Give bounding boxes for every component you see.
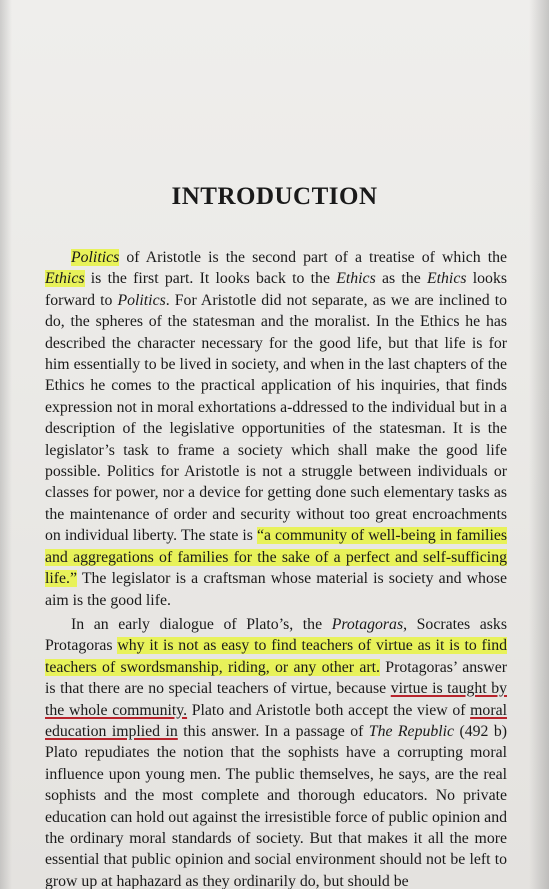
paragraph-1 (45, 247, 507, 611)
text-run: , Socrates asks Protagoras (45, 615, 507, 655)
republic-title: The Republic (368, 722, 455, 740)
text-run: The legislator is a craftsman whose material is society and whose aim is the good life. (45, 570, 507, 609)
highlighted-ethics: Ethics (45, 270, 85, 288)
text-run: looks forward to (45, 270, 507, 309)
ethics-title: Ethics (427, 270, 467, 288)
highlighted-politics: Politics (71, 249, 120, 266)
ethics-title: Ethics (336, 270, 376, 288)
text-run: . For Aristotle did not separate, as we are inclined to do, the spheres of the statesman and the moralist. In the Ethics he has described the character necessary for the good life, but that life is for him essentially to be lived in society, and when in the last chapters of the Ethics he comes to the practical application of his inquiries, that finds expression not in moral exhortations a-ddressed to the individual but in a description of the legislative opportunities of the statesman. It is the legislator’s task to frame a society which shall make the good life possible. Politics for Aristotle is not a struggle between individuals or classes for power, nor a device for getting done such elementary tasks as the maintenance of order and security without too great encroachments on individual liberty. The state is (45, 291, 507, 545)
text-run: Protagoras’ answer is that there are no special teachers of virtue, because (45, 658, 507, 698)
text-run: this answer. In a passage of (177, 722, 369, 740)
text-run: In an early dialogue of Plato’s, the (71, 615, 332, 633)
protagoras-title: Protagoras (331, 615, 404, 633)
paragraph-2 (45, 614, 507, 889)
text-run: Plato and Aristotle both accept the view of (187, 701, 471, 719)
text-run: (492 b) Plato repudiates the notion that the sophists have a corrupting moral influence upon young men. The public themselves, he says, are the real sophists and the most complete and thorough educators. No private education can hold out against the irresistible force of public opinion and the ordinary moral standards of society. But that makes it all the more essential that public opinion and social environment should not be left to grow up at haphazard as they ordinarily do, but should be (45, 722, 508, 889)
underlined-community: virtue is taught by the whole community. (45, 680, 507, 719)
chapter-heading: INTRODUCTION (171, 183, 378, 210)
text-run: of Aristotle is the second part of a treatise of which the (119, 249, 507, 266)
text-run: is the first part. It looks back to the (84, 270, 337, 288)
highlighted-question: why it is not as easy to find teachers of virtue as it is to find teachers of swordsmanship, riding, or any other art. (45, 637, 508, 676)
text-run: as the (375, 270, 427, 288)
underlined-moral-education: moral education implied in (45, 701, 507, 740)
body-text (45, 247, 507, 889)
highlighted-quote: “a community of well-being in families and aggregations of families for the sake of a perfect and self-sufficing life.” (45, 527, 507, 588)
politics-title: Politics (117, 291, 166, 309)
